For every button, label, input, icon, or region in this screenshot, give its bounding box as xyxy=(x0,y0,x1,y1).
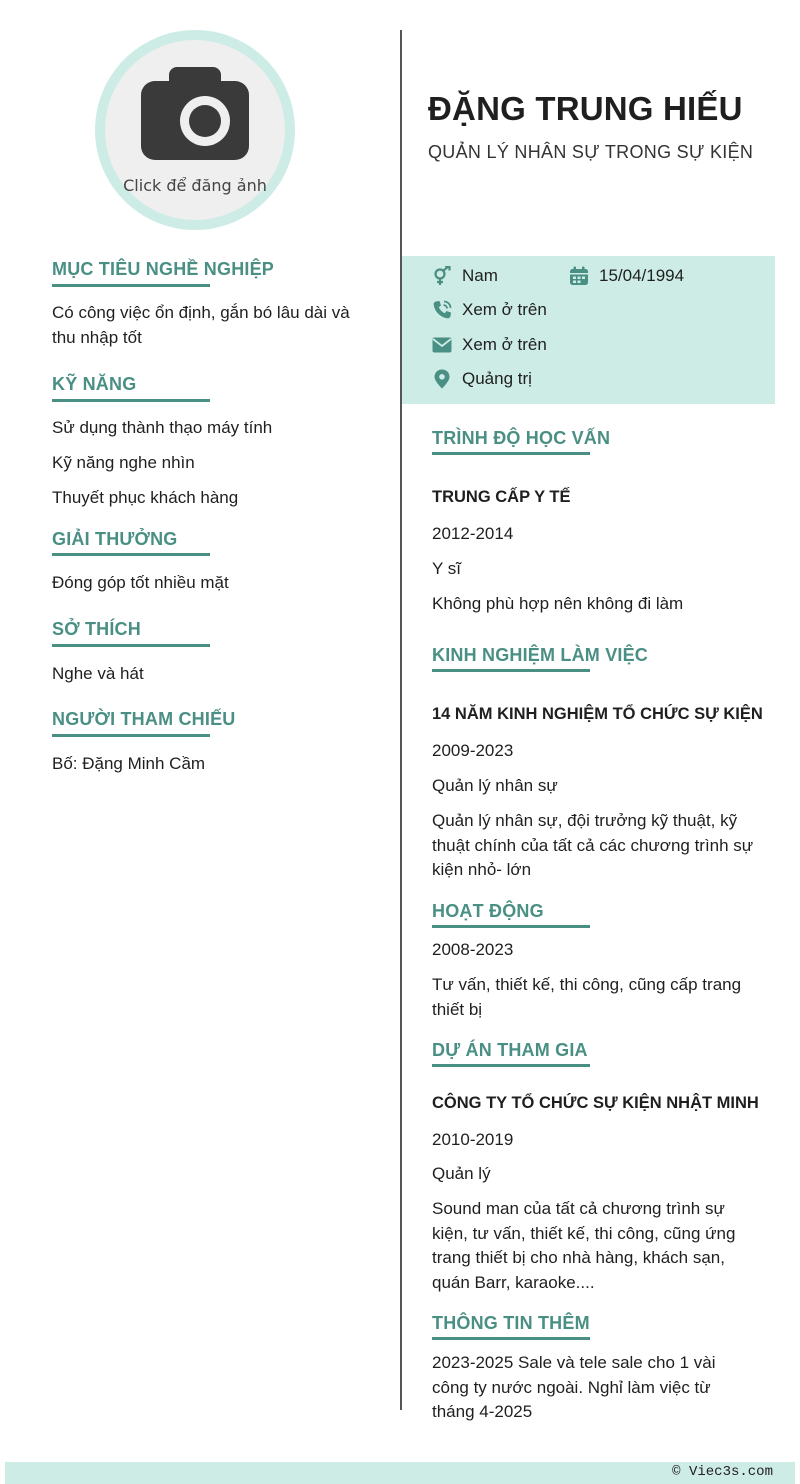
objective-title: MỤC TIÊU NGHỀ NGHIỆP xyxy=(52,259,275,279)
education-title: TRÌNH ĐỘ HỌC VẤN xyxy=(432,428,611,448)
candidate-name: ĐẶNG TRUNG HIẾU xyxy=(428,90,743,127)
email-value: Xem ở trên xyxy=(462,335,547,354)
skill-item: Sử dụng thành thạo máy tính xyxy=(52,418,273,437)
footer-copyright: © Viec3s.com xyxy=(672,1464,773,1480)
education-note: Không phù hợp nên không đi làm xyxy=(432,594,684,613)
job-title: QUẢN LÝ NHÂN SỰ TRONG SỰ KIỆN xyxy=(428,142,754,162)
skills-underline xyxy=(52,399,210,402)
gender-row xyxy=(432,266,498,286)
experience-underline xyxy=(432,669,590,672)
skill-item: Kỹ năng nghe nhìn xyxy=(52,453,195,472)
awards-text: Đóng góp tốt nhiều mặt xyxy=(52,573,229,592)
objective-underline xyxy=(52,284,210,287)
hobbies-text: Nghe và hát xyxy=(52,664,144,683)
activities-title: HOẠT ĐỘNG xyxy=(432,901,544,921)
avatar-placeholder xyxy=(105,40,285,220)
awards-underline xyxy=(52,553,210,556)
phone-row xyxy=(432,300,547,320)
camera-lens-icon xyxy=(180,96,230,146)
phone-value: Xem ở trên xyxy=(462,300,547,319)
hobbies-underline xyxy=(52,644,210,647)
activities-underline xyxy=(432,925,590,928)
skills-title: KỸ NĂNG xyxy=(52,374,137,394)
awards-title: GIẢI THƯỞNG xyxy=(52,529,178,549)
address-value: Quảng trị xyxy=(462,369,532,388)
extra-description: 2023-2025 Sale và tele sale cho 1 vài công ty nước ngoài. Nghỉ làm việc từ tháng 4-2025 xyxy=(432,1353,716,1421)
experience-description: Quản lý nhân sự, đội trưởng kỹ thuật, kỹ thuật chính của tất cả các chương trình sự kiện nhỏ- lớn xyxy=(432,811,754,879)
experience-heading: 14 NĂM KINH NGHIỆM TỔ CHỨC SỰ KIỆN xyxy=(432,705,763,723)
references-title: NGƯỜI THAM CHIẾU xyxy=(52,709,236,729)
calendar-icon xyxy=(569,266,589,286)
projects-underline xyxy=(432,1064,590,1067)
hobbies-title: SỞ THÍCH xyxy=(52,619,141,639)
phone-icon xyxy=(432,300,452,320)
gender-icon xyxy=(432,266,452,286)
activities-description: Tư vấn, thiết kế, thi công, cũng cấp trang thiết bị xyxy=(432,975,742,1019)
extra-underline xyxy=(432,1337,590,1340)
education-major: Y sĩ xyxy=(432,559,461,578)
extra-title: THÔNG TIN THÊM xyxy=(432,1313,590,1333)
birthday-value: 15/04/1994 xyxy=(599,266,685,285)
education-underline xyxy=(432,452,590,455)
project-company: CÔNG TY TỔ CHỨC SỰ KIỆN NHẬT MINH xyxy=(432,1094,759,1112)
project-role: Quản lý xyxy=(432,1164,491,1183)
project-description: Sound man của tất cả chương trình sự kiện, tư vấn, thiết kế, thi công, cũng ứng trang thiết bị cho nhà hàng, khách sạn, quán Barr, karaoke.... xyxy=(432,1199,736,1292)
project-period: 2010-2019 xyxy=(432,1130,514,1149)
email-row xyxy=(432,335,547,355)
experience-title: KINH NGHIỆM LÀM VIỆC xyxy=(432,645,649,665)
projects-title: DỰ ÁN THAM GIA xyxy=(432,1040,588,1060)
references-text: Bố: Đặng Minh Cầm xyxy=(52,754,206,773)
avatar-caption: Click để đăng ảnh xyxy=(123,176,267,195)
envelope-icon xyxy=(432,335,452,355)
references-underline xyxy=(52,734,210,737)
skill-item: Thuyết phục khách hàng xyxy=(52,488,239,507)
education-period: 2012-2014 xyxy=(432,524,514,543)
address-row xyxy=(432,369,532,389)
footer-bar xyxy=(5,1462,795,1484)
education-school: TRUNG CẤP Y TẾ xyxy=(432,488,571,506)
avatar-upload[interactable] xyxy=(95,30,295,230)
experience-period: 2009-2023 xyxy=(432,741,514,760)
column-divider xyxy=(400,30,402,1410)
experience-position: Quản lý nhân sự xyxy=(432,776,558,795)
contact-panel xyxy=(402,256,775,404)
gender-value: Nam xyxy=(462,266,498,285)
birthday-row xyxy=(569,266,684,286)
activities-period: 2008-2023 xyxy=(432,940,514,959)
location-pin-icon xyxy=(432,369,452,389)
objective-text: Có công việc ổn định, gắn bó lâu dài và thu nhập tốt xyxy=(52,303,350,347)
